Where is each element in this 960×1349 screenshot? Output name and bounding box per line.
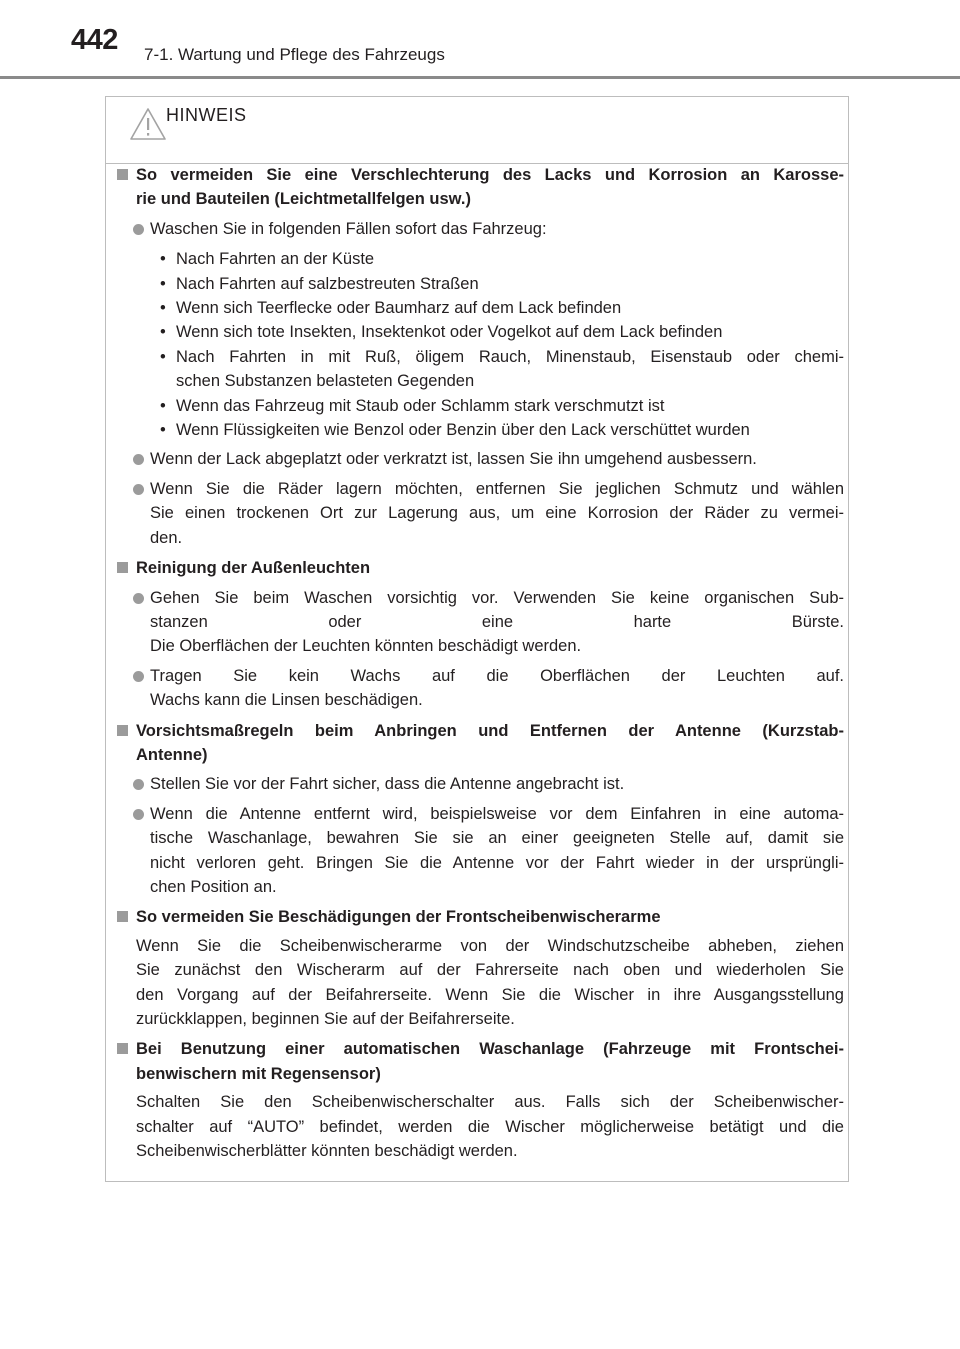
text-line: Bei Benutzung einer automatischen Waschanlage (Fahrzeuge mit Frontschei- bbox=[136, 1040, 844, 1059]
text-line: chen Position an. bbox=[150, 877, 277, 896]
notice.sections.0.items.0.bullets.5-text bbox=[176, 394, 844, 418]
section-paragraph bbox=[116, 1090, 844, 1163]
list-item bbox=[116, 664, 844, 713]
text-line: Sie zunächst den Wischerarm auf der Fahrerseite nach oben und wiederholen Sie bbox=[136, 961, 844, 980]
sub-bullet-item bbox=[116, 345, 844, 394]
text-line: So vermeiden Sie eine Verschlechterung des Lacks und Korrosion an Karosse- bbox=[136, 166, 844, 184]
notice.sections.1.heading-text bbox=[136, 556, 844, 580]
dot-bullet-icon: • bbox=[160, 274, 166, 293]
list-item bbox=[116, 802, 844, 900]
square-bullet-icon bbox=[117, 562, 128, 573]
notice-box bbox=[105, 96, 849, 1182]
text-line: Vorsichtsmaßregeln beim Anbringen und Entfernen der Antenne (Kurzstab- bbox=[136, 721, 844, 740]
warning-triangle-icon bbox=[129, 107, 167, 141]
text-line: Wenn Sie die Scheibenwischerarme von der Windschutzscheibe abheben, ziehen bbox=[136, 936, 844, 955]
sub-bullet-item bbox=[116, 296, 844, 320]
notice.sections.1.items.0.text-text bbox=[150, 586, 844, 659]
text-line: benwischern mit Regensensor) bbox=[136, 1064, 381, 1083]
text-line: Stellen Sie vor der Fahrt sicher, dass die Antenne angebracht ist. bbox=[150, 775, 625, 794]
circle-bullet-icon bbox=[133, 454, 144, 465]
notice.sections.0.items.0.bullets.6-text bbox=[176, 418, 844, 442]
text-line: Gehen Sie beim Waschen vorsichtig vor. Verwenden Sie keine organischen Sub- bbox=[150, 588, 844, 607]
square-bullet-icon bbox=[117, 725, 128, 736]
sub-bullet-item bbox=[116, 272, 844, 296]
square-bullet-icon bbox=[117, 911, 128, 922]
notice.sections.0.items.0.text-text bbox=[150, 217, 844, 241]
text-line: nicht verloren geht. Bringen Sie die Antenne vor der Fahrt wieder in der ursprüngli- bbox=[150, 853, 844, 872]
text-line: Nach Fahrten in mit Ruß, öligem Rauch, Minenstaub, Eisenstaub oder chemi- bbox=[176, 347, 844, 366]
list-item bbox=[116, 772, 844, 796]
notice-header bbox=[106, 97, 848, 164]
text-line: schalter auf “AUTO” befindet, werden die Wischer möglicherweise betätigt und die bbox=[136, 1117, 844, 1136]
circle-bullet-icon bbox=[133, 484, 144, 495]
notice-title: HINWEIS bbox=[166, 105, 247, 125]
section-heading bbox=[116, 556, 844, 580]
circle-bullet-icon bbox=[133, 779, 144, 790]
page-header bbox=[0, 0, 960, 80]
text-line: Tragen Sie kein Wachs auf die Oberflächen der Leuchten auf. bbox=[150, 666, 844, 685]
text-line: Wenn der Lack abgeplatzt oder verkratzt ist, lassen Sie ihn umgehend ausbessern. bbox=[150, 450, 757, 469]
notice.sections.2.items.1.text-text bbox=[150, 802, 844, 900]
section-heading bbox=[116, 1037, 844, 1086]
text-line: Wenn das Fahrzeug mit Staub oder Schlamm stark verschmutzt ist bbox=[176, 396, 665, 415]
notice.sections.2.items.0.text-text bbox=[150, 772, 844, 796]
dot-bullet-icon: • bbox=[160, 323, 166, 342]
sub-bullet-item bbox=[116, 418, 844, 442]
notice.sections.1.items.1.text-text bbox=[150, 664, 844, 713]
text-line: Antenne) bbox=[136, 745, 208, 764]
text-line: Waschen Sie in folgenden Fällen sofort das Fahrzeug: bbox=[150, 219, 547, 238]
chapter-title: 7-1. Wartung und Pflege des Fahrzeugs bbox=[144, 45, 445, 64]
text-line: Scheibenwischerblätter könnten beschädigt werden. bbox=[136, 1142, 518, 1161]
list-item bbox=[116, 217, 844, 241]
sub-bullet-item bbox=[116, 320, 844, 344]
notice.sections.3.paragraph-text bbox=[136, 934, 844, 1032]
text-line: Schalten Sie den Scheibenwischerschalter aus. Falls sich der Scheibenwischer- bbox=[136, 1093, 844, 1112]
list-item bbox=[116, 447, 844, 471]
dot-bullet-icon: • bbox=[160, 299, 166, 318]
text-line: zurückklappen, beginnen Sie auf der Beifahrerseite. bbox=[136, 1010, 515, 1028]
section-heading bbox=[116, 163, 844, 212]
notice.sections.0.items.1.text-text bbox=[150, 447, 844, 471]
dot-bullet-icon: • bbox=[160, 396, 166, 415]
square-bullet-icon bbox=[117, 169, 128, 180]
text-line: Sie einen trockenen Ort zur Lagerung aus, um eine Korrosion der Räder zu vermei- bbox=[150, 504, 844, 523]
text-line: Wachs kann die Linsen beschädigen. bbox=[150, 691, 423, 710]
text-line: Wenn die Antenne entfernt wird, beispielsweise vor dem Einfahren in eine automa- bbox=[150, 804, 844, 823]
circle-bullet-icon bbox=[133, 224, 144, 235]
sub-bullet-item bbox=[116, 247, 844, 271]
notice.sections.0.heading-text bbox=[136, 163, 844, 212]
text-line: den Vorgang auf der Beifahrerseite. Wenn Sie die Wischer in ihre Ausgangsstellung bbox=[136, 985, 844, 1004]
list-item bbox=[116, 477, 844, 550]
dot-bullet-icon: • bbox=[160, 421, 166, 440]
notice.sections.2.heading-text bbox=[136, 719, 844, 768]
notice.sections.0.items.0.bullets.0-text bbox=[176, 247, 844, 271]
notice.sections.0.items.0.bullets.1-text bbox=[176, 272, 844, 296]
text-line: tische Waschanlage, bewahren Sie sie an einer geeigneten Stelle auf, damit sie bbox=[150, 829, 844, 848]
circle-bullet-icon bbox=[133, 809, 144, 820]
text-line: Wenn Sie die Räder lagern möchten, entfernen Sie jeglichen Schmutz und wählen bbox=[150, 479, 844, 498]
text-line: den. bbox=[150, 528, 183, 547]
notice.sections.0.items.0.bullets.3-text bbox=[176, 320, 844, 344]
text-line: So vermeiden Sie Beschädigungen der Frontscheibenwischerarme bbox=[136, 908, 661, 927]
text-line: stanzen oder eine harte Bürste. bbox=[150, 612, 844, 631]
text-line: Die Oberflächen der Leuchten könnten beschädigt werden. bbox=[150, 637, 582, 656]
text-line: schen Substanzen belasteten Gegenden bbox=[176, 372, 475, 391]
sub-bullet-item bbox=[116, 394, 844, 418]
section-paragraph bbox=[116, 934, 844, 1032]
text-line: Nach Fahrten auf salzbestreuten Straßen bbox=[176, 274, 479, 293]
text-line: Wenn Flüssigkeiten wie Benzol oder Benzin über den Lack verschüttet wurden bbox=[176, 421, 750, 440]
circle-bullet-icon bbox=[133, 671, 144, 682]
text-line: rie und Bauteilen (Leichtmetallfelgen usw.) bbox=[136, 190, 471, 209]
text-line: Wenn sich Teerflecke oder Baumharz auf dem Lack befinden bbox=[176, 299, 622, 318]
square-bullet-icon bbox=[117, 1043, 128, 1054]
notice.sections.4.paragraph-text bbox=[136, 1090, 844, 1163]
circle-bullet-icon bbox=[133, 593, 144, 604]
text-line: Reinigung der Außenleuchten bbox=[136, 559, 371, 578]
section-heading bbox=[116, 905, 844, 929]
dot-bullet-icon: • bbox=[160, 347, 166, 366]
dot-bullet-icon: • bbox=[160, 250, 166, 269]
notice.sections.3.heading-text bbox=[136, 905, 844, 929]
notice.sections.0.items.2.text-text bbox=[150, 477, 844, 550]
page-number: 442 bbox=[71, 24, 118, 56]
list-item bbox=[116, 586, 844, 659]
section-heading bbox=[116, 719, 844, 768]
sub-bullet-list bbox=[116, 247, 844, 442]
notice-content bbox=[116, 157, 844, 1163]
notice.sections.0.items.0.bullets.4-text bbox=[176, 345, 844, 394]
header-rule bbox=[0, 76, 960, 79]
notice.sections.0.items.0.bullets.2-text bbox=[176, 296, 844, 320]
text-line: Wenn sich tote Insekten, Insektenkot oder Vogelkot auf dem Lack befinden bbox=[176, 323, 723, 342]
text-line: Nach Fahrten an der Küste bbox=[176, 250, 375, 269]
notice.sections.4.heading-text bbox=[136, 1037, 844, 1086]
